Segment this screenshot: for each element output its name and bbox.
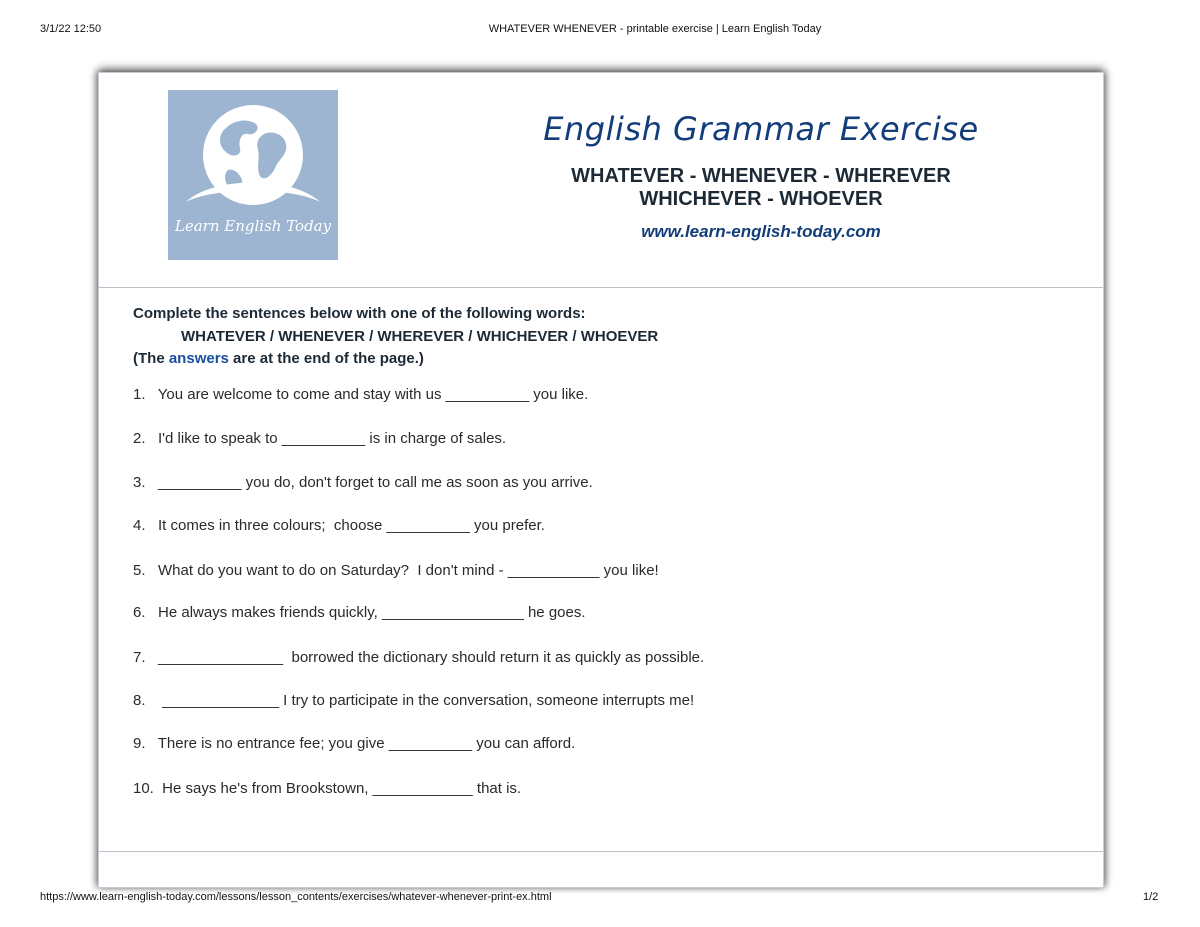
instructions-text: Complete the sentences below with one of the following words:	[133, 305, 586, 322]
question-item: 8. ______________ I try to participate in the conversation, someone interrupts me!	[133, 692, 695, 709]
question-item: 7. _______________ borrowed the dictionary should return it as quickly as possible.	[133, 649, 705, 666]
answers-note-suffix: are at the end of the page.)	[228, 350, 424, 367]
exercise-header	[99, 73, 1103, 288]
subtitle-line-1: WHATEVER - WHENEVER - WHEREVER	[571, 165, 951, 187]
answers-link[interactable]: answers	[168, 350, 229, 367]
answers-note-prefix: (The	[133, 350, 169, 367]
question-item: 1. You are welcome to come and stay with us __________ you like.	[133, 386, 589, 403]
question-item: 10. He says he's from Brookstown, ____________ that is.	[133, 780, 522, 797]
page-title: English Grammar Exercise	[543, 110, 979, 148]
exercise-sheet	[98, 72, 1104, 888]
question-item: 9. There is no entrance fee; you give __________ you can afford.	[133, 735, 576, 752]
learn-english-today-logo[interactable]	[168, 90, 338, 260]
question-item: 2. I'd like to speak to __________ is in charge of sales.	[133, 430, 507, 447]
logo-text: Learn English Today	[174, 217, 332, 235]
print-url: https://www.learn-english-today.com/lessons/lesson_contents/exercises/whatever-whenever-print-ex.html	[40, 891, 552, 903]
print-date: 3/1/22 12:50	[40, 23, 102, 35]
question-item: 6. He always makes friends quickly, _________________ he goes.	[133, 604, 586, 621]
question-item: 5. What do you want to do on Saturday? I don't mind - ___________ you like!	[133, 562, 659, 579]
print-page-title: WHATEVER WHENEVER - printable exercise | Learn English Today	[488, 23, 822, 35]
question-item: 4. It comes in three colours; choose __________ you prefer.	[133, 517, 545, 534]
answers-note	[133, 350, 424, 367]
title-block	[511, 107, 1011, 242]
word-list: WHATEVER / WHENEVER / WHEREVER / WHICHEVER / WHOEVER	[181, 328, 659, 345]
section-divider	[99, 851, 1103, 852]
exercise-body	[99, 288, 1103, 852]
exercise-subtitle	[511, 165, 1011, 211]
site-url-link[interactable]: www.learn-english-today.com	[641, 222, 881, 241]
question-item: 3. __________ you do, don't forget to call me as soon as you arrive.	[133, 474, 593, 491]
page-number: 1/2	[1143, 891, 1159, 903]
globe-icon	[168, 90, 338, 260]
subtitle-line-2: WHICHEVER - WHOEVER	[639, 188, 883, 210]
